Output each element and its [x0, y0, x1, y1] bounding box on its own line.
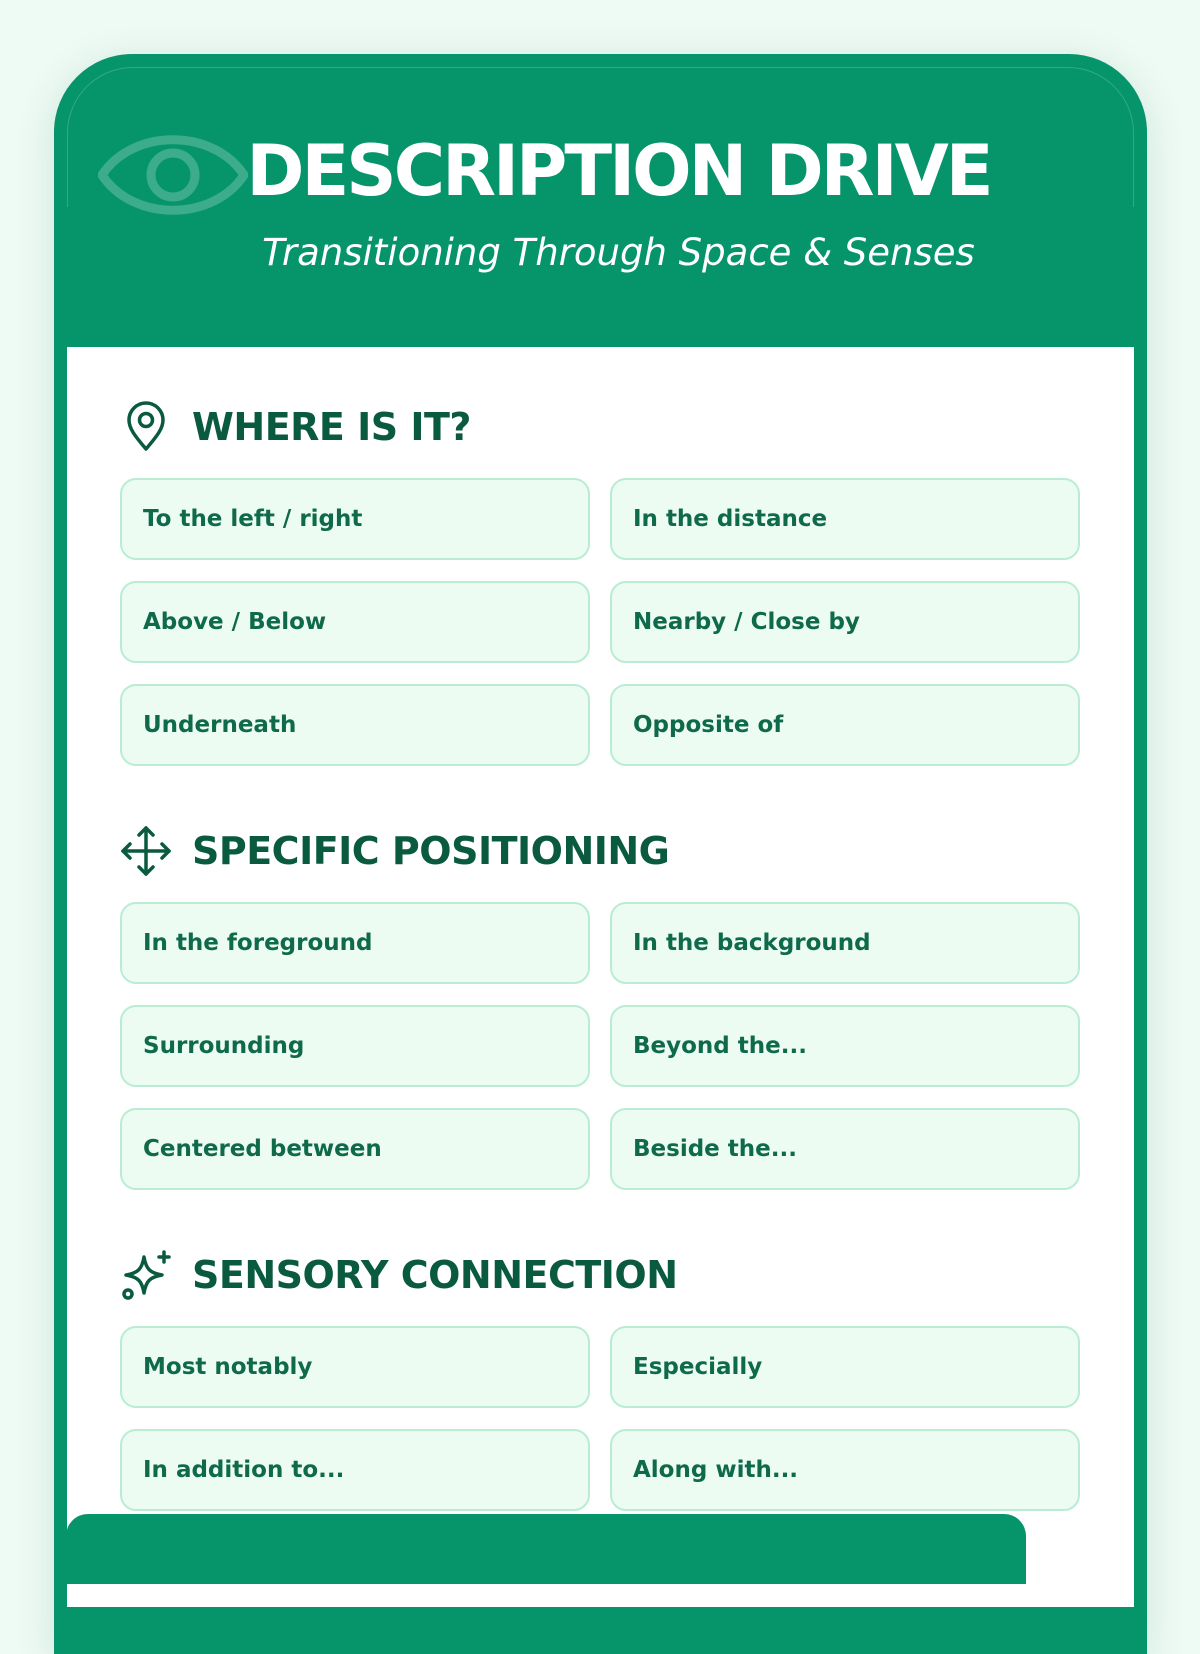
- phrase-chip[interactable]: Along with...: [610, 1429, 1080, 1511]
- section-sensory-connection: [120, 1245, 1080, 1511]
- section-title: SENSORY CONNECTION: [192, 1253, 678, 1297]
- section-header: [120, 821, 1080, 881]
- sparkle-icon: [120, 1249, 172, 1301]
- phrase-card: [54, 54, 1147, 1654]
- phrase-grid: [120, 902, 1080, 1190]
- section-header: [120, 397, 1080, 457]
- phrase-chip[interactable]: In the background: [610, 902, 1080, 984]
- phrase-chip[interactable]: Above / Below: [120, 581, 590, 663]
- phrase-chip[interactable]: Especially: [610, 1326, 1080, 1408]
- section-header: [120, 1245, 1080, 1305]
- phrase-chip[interactable]: Beyond the...: [610, 1005, 1080, 1087]
- section-where-is-it: [120, 397, 1080, 766]
- phrase-chip[interactable]: In the distance: [610, 478, 1080, 560]
- header: [54, 54, 1147, 347]
- page-title: DESCRIPTION DRIVE: [246, 130, 991, 212]
- phrase-chip[interactable]: To the left / right: [120, 478, 590, 560]
- phrase-chip[interactable]: Beside the...: [610, 1108, 1080, 1190]
- section-title: WHERE IS IT?: [192, 405, 471, 449]
- map-pin-icon: [120, 401, 172, 453]
- phrase-grid: [120, 478, 1080, 766]
- section-title: SPECIFIC POSITIONING: [192, 829, 670, 873]
- content-panel: [67, 347, 1134, 1607]
- page-subtitle: Transitioning Through Space & Senses: [262, 231, 975, 274]
- phrase-chip[interactable]: Most notably: [120, 1326, 590, 1408]
- section-specific-positioning: [120, 821, 1080, 1190]
- phrase-chip[interactable]: Underneath: [120, 684, 590, 766]
- phrase-grid: [120, 1326, 1080, 1511]
- bottom-action-bar[interactable]: [66, 1514, 1026, 1584]
- phrase-chip[interactable]: Opposite of: [610, 684, 1080, 766]
- phrase-chip[interactable]: Surrounding: [120, 1005, 590, 1087]
- phrase-chip[interactable]: Centered between: [120, 1108, 590, 1190]
- move-arrows-icon: [120, 825, 172, 877]
- phrase-chip[interactable]: In addition to...: [120, 1429, 590, 1511]
- phrase-chip[interactable]: In the foreground: [120, 902, 590, 984]
- phrase-chip[interactable]: Nearby / Close by: [610, 581, 1080, 663]
